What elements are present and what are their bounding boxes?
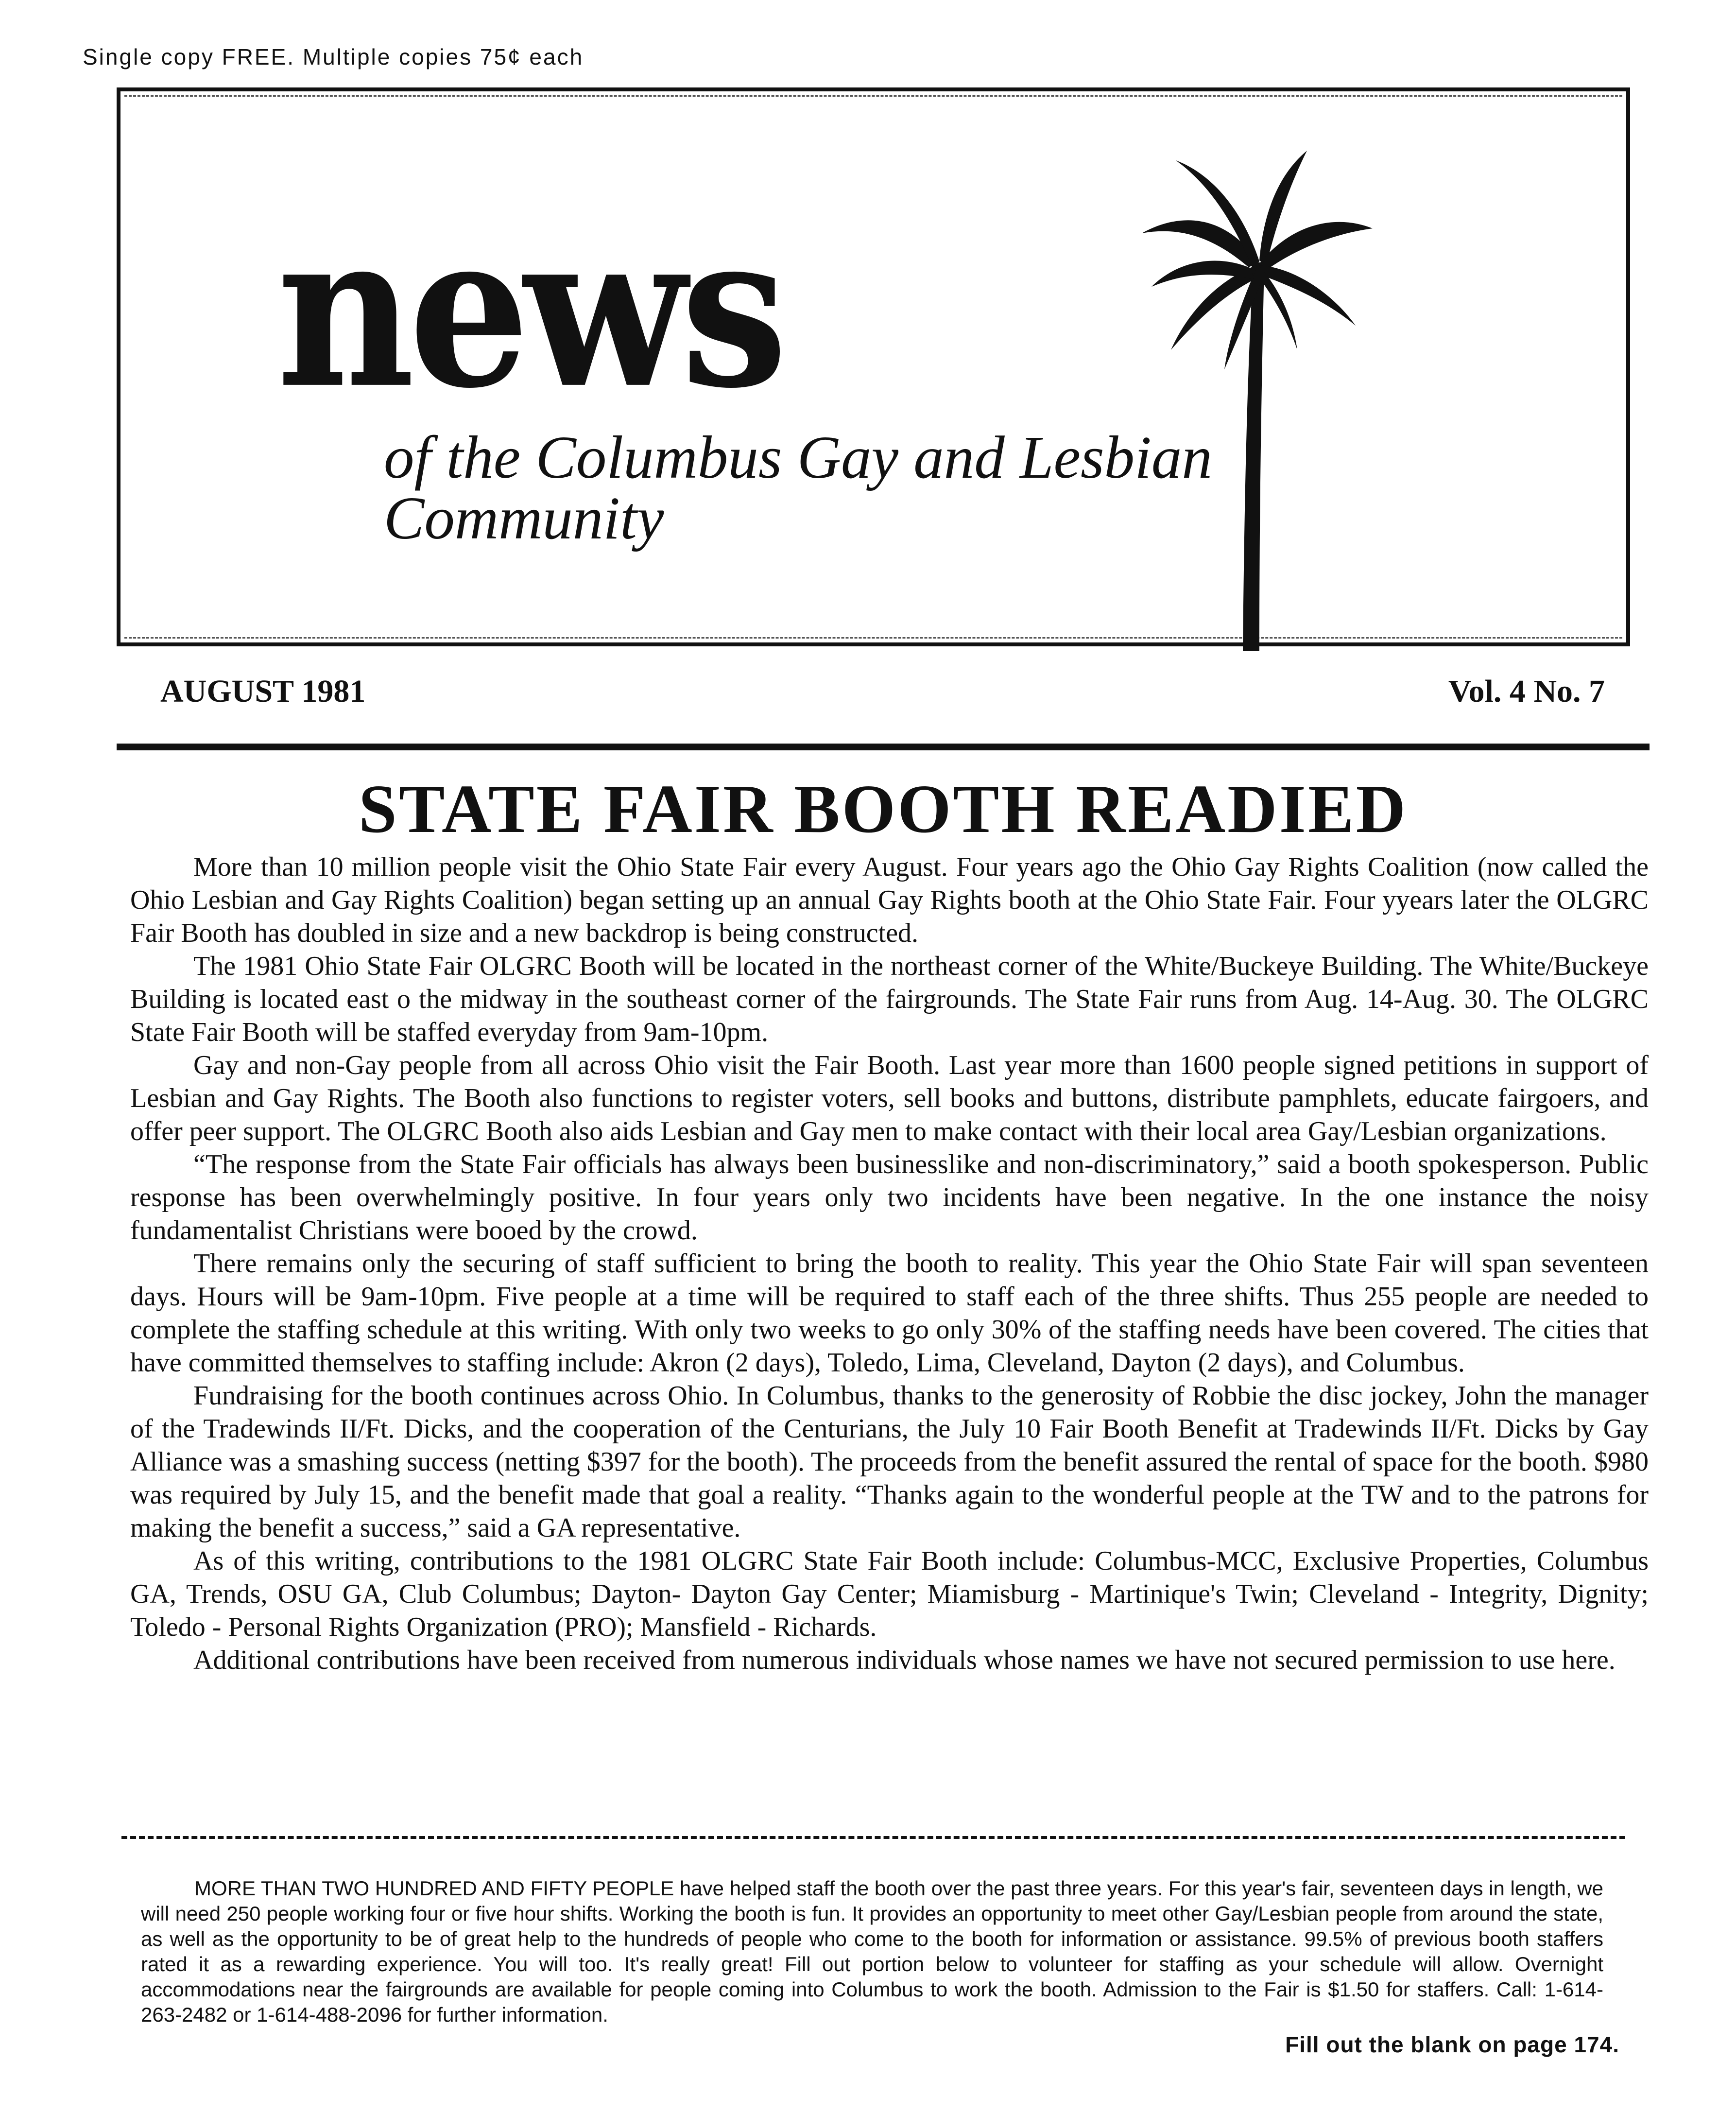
palm-tree-icon bbox=[1132, 141, 1375, 651]
volunteer-notice-text: MORE THAN TWO HUNDRED AND FIFTY PEOPLE have helped staff the booth over the past three years. For this year's fair, seventeen days in length, we will need 250 people working four or five hour shifts. Working the booth is fun. It provides an opportunity to meet other Gay/Lesbian people from around the state, as well as the opportunity to be of great help to the hundreds of people who come to the booth for information or assistance. 99.5% of previous booth staffers rated it as a rewarding experience. You will too. It's really great! Fill out portion below to volunteer for staffing as your schedule will allow. Overnight accommodations near the fairgrounds are available for people coming into Columbus to work the booth. Admission to the Fair is $1.50 for staffers. Call: 1-614-263-2482 or 1-614-488-2096 for further information. bbox=[141, 1877, 1603, 2026]
copy-price-note: Single copy FREE. Multiple copies 75¢ each bbox=[83, 44, 584, 69]
article-paragraph: “The response from the State Fair officials has always been businesslike and non-discriminatory,” said a booth spokesperson. Public response has been overwhelmingly positive. In four years only two incidents have been negative. In the one instance the noisy fundamentalist Christians were booed by the crowd. bbox=[130, 1149, 1649, 1246]
article-paragraph: Additional contributions have been received from numerous individuals whose names we have not secured permission to use here. bbox=[193, 1645, 1616, 1675]
cut-line-divider bbox=[121, 1836, 1625, 1839]
issue-volume: Vol. 4 No. 7 bbox=[1448, 674, 1605, 709]
masthead-subtitle: of the Columbus Gay and Lesbian Community bbox=[384, 424, 1212, 552]
article-paragraph: More than 10 million people visit the Ohio State Fair every August. Four years ago the Ohio Gay Rights Coalition (now called the Ohio Lesbian and Gay Rights Coalition) began setting up an annual Gay Rights booth at the Ohio State Fair. Four yyears later the OLGRC Fair Booth has doubled in size and a new backdrop is being constructed. bbox=[130, 852, 1649, 948]
issue-date: AUGUST 1981 bbox=[160, 674, 366, 709]
article-paragraph: There remains only the securing of staff sufficient to bring the booth to reality. This year the Ohio State Fair will span seventeen days. Hours will be 9am-10pm. Five people at a time will be required to staff each of the three shifts. Thus 255 people are needed to complete the staffing schedule at this writing. With only two weeks to go only 30% of the staffing needs have been covered. The cities that have committed themselves to staffing include: Akron (2 days), Toledo, Lima, Cleveland, Dayton (2 days), and Columbus. bbox=[130, 1248, 1649, 1378]
article-paragraph: The 1981 Ohio State Fair OLGRC Booth will be located in the northeast corner of the White/Buckeye Building. The White/Buckeye Building is located east o the midway in the southeast corner of the fairgrounds. The State Fair runs from Aug. 14-Aug. 30. The OLGRC State Fair Booth will be staffed everyday from 9am-10pm. bbox=[130, 951, 1649, 1047]
fill-out-note: Fill out the blank on page 174. bbox=[1285, 2032, 1619, 2057]
header-rule bbox=[117, 744, 1650, 750]
article-paragraph: Gay and non-Gay people from all across Ohio visit the Fair Booth. Last year more than 1600 people signed petitions in support of Lesbian and Gay Rights. The Booth also functions to register voters, sell books and buttons, distribute pamphlets, educate fairgoers, and offer peer support. The OLGRC Booth also aids Lesbian and Gay men to make contact with their local area Gay/Lesbian organizations. bbox=[130, 1050, 1649, 1146]
article-body bbox=[130, 850, 1649, 1677]
volunteer-notice bbox=[141, 1876, 1603, 2027]
article-headline: STATE FAIR BOOTH READIED bbox=[358, 770, 1408, 847]
article-paragraph: Fundraising for the booth continues across Ohio. In Columbus, thanks to the generosity of Robbie the disc jockey, John the manager of the Tradewinds II/Ft. Dicks, and the cooperation of the Centurians, the July 10 Fair Booth Benefit at Tradewinds II/Ft. Dicks by Gay Alliance was a smashing success (netting $397 for the booth). The proceeds from the benefit assured the rental of space for the booth. $980 was required by July 15, and the benefit made that goal a reality. “Thanks again to the wonderful people at the TW and to the patrons for making the benefit a success,” said a GA representative. bbox=[130, 1381, 1649, 1543]
article-paragraph: As of this writing, contributions to the 1981 OLGRC State Fair Booth include: Columbus-MCC, Exclusive Properties, Columbus GA, Trends, OSU GA, Club Columbus; Dayton- Dayton Gay Center; Miamisburg - Martinique's Twin; Cleveland - Integrity, Dignity; Toledo - Personal Rights Organization (PRO); Mansfield - Richards. bbox=[130, 1546, 1649, 1642]
masthead-title: news bbox=[277, 185, 782, 435]
